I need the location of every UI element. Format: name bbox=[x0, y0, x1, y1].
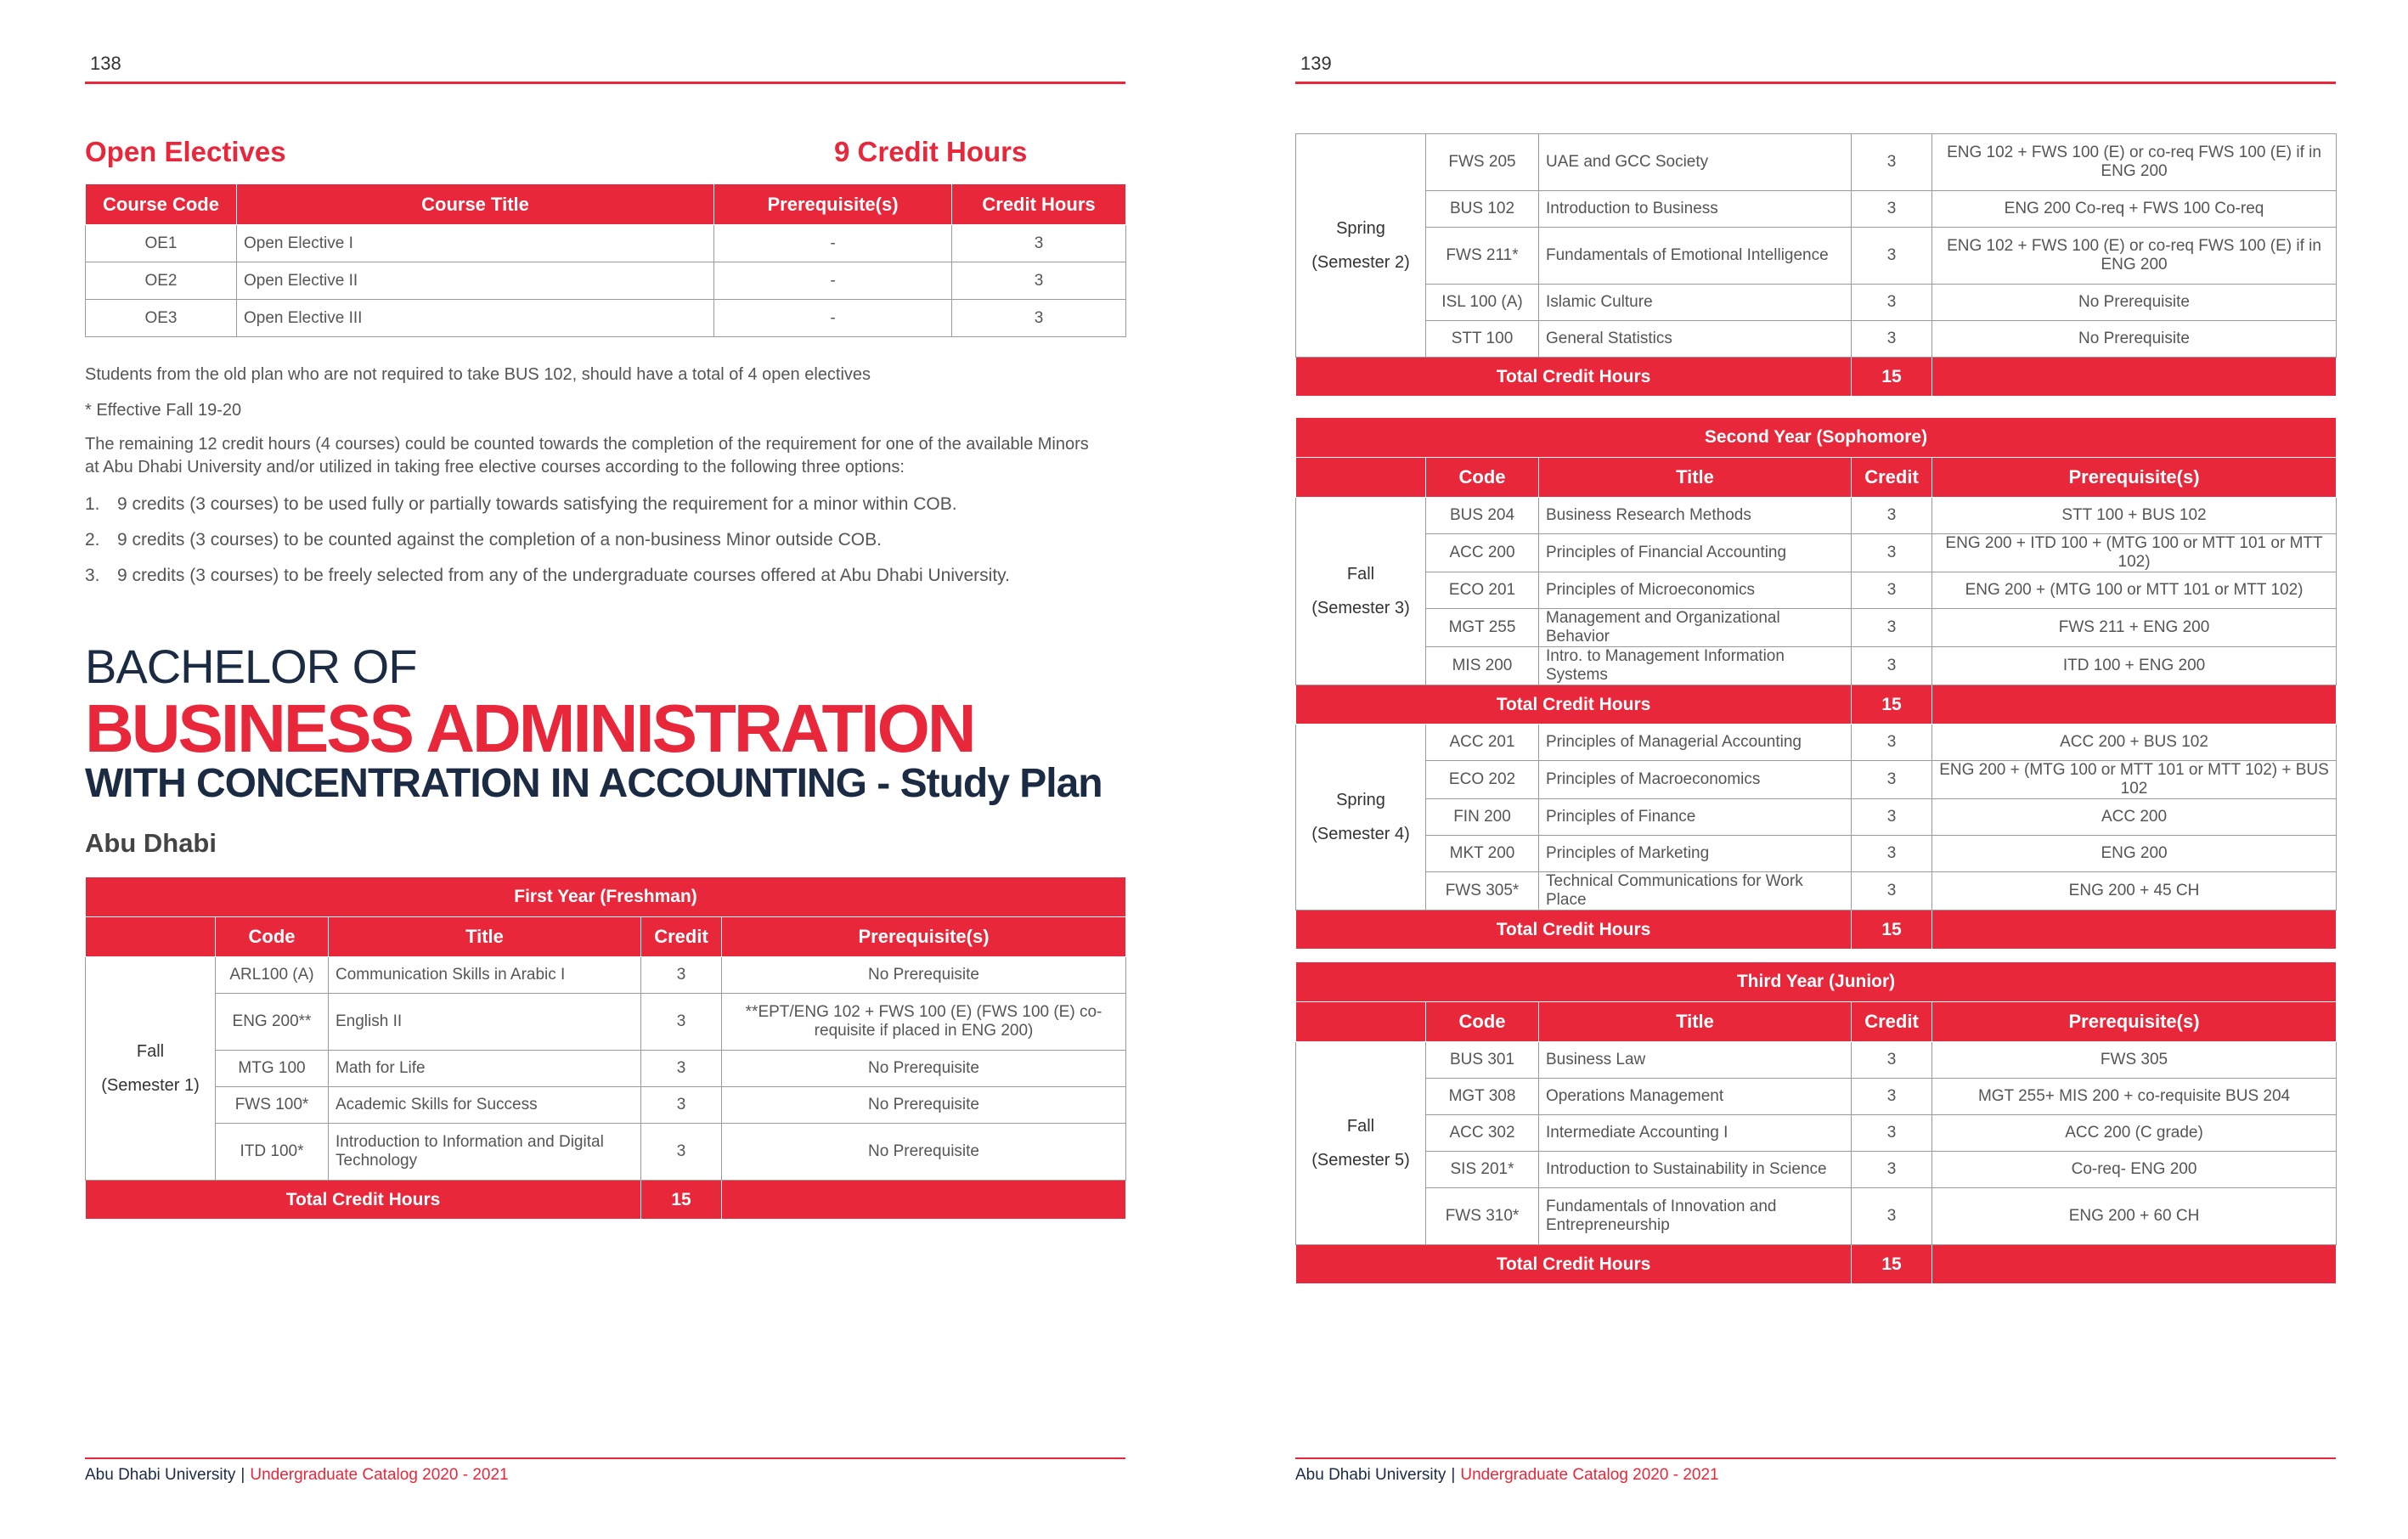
prerequisite: No Prerequisite bbox=[722, 1087, 1126, 1124]
credit: 3 bbox=[1852, 228, 1932, 285]
footer bbox=[1295, 1466, 1719, 1485]
footer bbox=[85, 1466, 509, 1485]
table-header-row bbox=[86, 917, 1126, 957]
semester-cell bbox=[1296, 498, 1426, 685]
year-banner: Second Year (Sophomore) bbox=[1296, 418, 2337, 458]
course-code: FIN 200 bbox=[1426, 799, 1539, 836]
open-electives-table bbox=[85, 183, 1126, 337]
course-title: Business Law bbox=[1539, 1042, 1852, 1079]
course-code: SIS 201* bbox=[1426, 1152, 1539, 1188]
credit: 3 bbox=[1852, 836, 1932, 872]
course-title: Fundamentals of Innovation and Entrepreneurship bbox=[1539, 1188, 1852, 1245]
course-code: BUS 301 bbox=[1426, 1042, 1539, 1079]
table-row bbox=[1296, 134, 2337, 191]
credit: 3 bbox=[1852, 1152, 1932, 1188]
total-value: 15 bbox=[1852, 910, 1932, 950]
table-banner-row bbox=[86, 877, 1126, 917]
footer-catalog: Undergraduate Catalog 2020 - 2021 bbox=[1460, 1466, 1719, 1484]
total-blank bbox=[1932, 1245, 2337, 1284]
credit: 3 bbox=[1852, 321, 1932, 358]
course-code: MKT 200 bbox=[1426, 836, 1539, 872]
heading-location: Abu Dhabi bbox=[85, 828, 217, 858]
spring-semester-2-table bbox=[1295, 133, 2337, 397]
course-code: ISL 100 (A) bbox=[1426, 285, 1539, 321]
table-header-row bbox=[1296, 1002, 2337, 1042]
column-header-blank bbox=[1296, 1002, 1426, 1042]
note-old-plan: Students from the old plan who are not required to take BUS 102, should have a total of 4 open electives bbox=[85, 365, 871, 384]
list-number: 3. bbox=[85, 566, 100, 585]
list-number: 2. bbox=[85, 530, 100, 550]
heading-concentration: WITH CONCENTRATION IN ACCOUNTING - Study Plan bbox=[85, 761, 1102, 806]
total-value: 15 bbox=[1852, 1245, 1932, 1284]
course-code: ECO 202 bbox=[1426, 761, 1539, 799]
total-label: Total Credit Hours bbox=[1296, 685, 1852, 724]
total-value: 15 bbox=[641, 1181, 722, 1220]
total-label: Total Credit Hours bbox=[1296, 1245, 1852, 1284]
semester-sub: (Semester 4) bbox=[1311, 825, 1410, 843]
course-title: Introduction to Sustainability in Science bbox=[1539, 1152, 1852, 1188]
table-row bbox=[1296, 836, 2337, 872]
page-number: 139 bbox=[1300, 53, 1332, 74]
column-header: Course Code bbox=[86, 184, 237, 225]
table-row bbox=[86, 994, 1126, 1051]
table-row bbox=[1296, 799, 2337, 836]
credit: 3 bbox=[641, 1087, 722, 1124]
table-header-row bbox=[86, 184, 1126, 225]
course-code: ECO 201 bbox=[1426, 572, 1539, 609]
table-row bbox=[1296, 647, 2337, 685]
column-header: Title bbox=[329, 917, 641, 957]
heading-bachelor: BACHELOR OF bbox=[85, 640, 417, 693]
total-blank bbox=[1932, 685, 2337, 724]
course-code: STT 100 bbox=[1426, 321, 1539, 358]
prerequisite: ENG 200 + (MTG 100 or MTT 101 or MTT 102) + BUS 102 bbox=[1932, 761, 2337, 799]
credit: 3 bbox=[1852, 285, 1932, 321]
table-row bbox=[86, 1124, 1126, 1181]
course-code: ITD 100* bbox=[216, 1124, 329, 1181]
table-banner-row bbox=[1296, 962, 2337, 1002]
header-rule bbox=[85, 82, 1125, 84]
table-row bbox=[1296, 1115, 2337, 1152]
table-header-row bbox=[1296, 458, 2337, 498]
course-code: BUS 204 bbox=[1426, 498, 1539, 534]
course-title: Intermediate Accounting I bbox=[1539, 1115, 1852, 1152]
course-title: English II bbox=[329, 994, 641, 1051]
table-row bbox=[86, 957, 1126, 994]
course-title: Business Research Methods bbox=[1539, 498, 1852, 534]
table-row bbox=[1296, 498, 2337, 534]
note-remaining-credits: The remaining 12 credit hours (4 courses) could be counted towards the completion of the requirement for one of the available Minors at Abu Dhabi University and/or utilized in taking free elective courses according to the following three options: bbox=[85, 435, 1089, 476]
course-code: OE3 bbox=[86, 300, 237, 337]
column-header: Course Title bbox=[237, 184, 714, 225]
table-row bbox=[1296, 534, 2337, 572]
total-row bbox=[86, 1181, 1126, 1220]
footer-separator: | bbox=[240, 1466, 245, 1484]
prerequisite: No Prerequisite bbox=[722, 1051, 1126, 1087]
right-page bbox=[1295, 0, 2340, 1539]
table-row bbox=[1296, 228, 2337, 285]
prerequisite: - bbox=[714, 225, 952, 262]
column-header: Code bbox=[1426, 458, 1539, 498]
column-header: Credit bbox=[1852, 458, 1932, 498]
credit: 3 bbox=[641, 994, 722, 1051]
course-code: FWS 205 bbox=[1426, 134, 1539, 191]
credit: 3 bbox=[1852, 647, 1932, 685]
course-title: Open Elective III bbox=[237, 300, 714, 337]
course-title: Principles of Microeconomics bbox=[1539, 572, 1852, 609]
column-header: Code bbox=[216, 917, 329, 957]
course-code: OE1 bbox=[86, 225, 237, 262]
prerequisite: ENG 102 + FWS 100 (E) or co-req FWS 100 (E) if in ENG 200 bbox=[1932, 134, 2337, 191]
total-label: Total Credit Hours bbox=[1296, 358, 1852, 397]
semester-label: Spring bbox=[1336, 791, 1385, 809]
prerequisite: STT 100 + BUS 102 bbox=[1932, 498, 2337, 534]
course-code: BUS 102 bbox=[1426, 191, 1539, 228]
footer-university: Abu Dhabi University bbox=[1295, 1466, 1446, 1484]
semester-label: Fall bbox=[1346, 565, 1375, 583]
credit: 3 bbox=[1852, 534, 1932, 572]
course-title: Islamic Culture bbox=[1539, 285, 1852, 321]
semester-sub: (Semester 5) bbox=[1311, 1151, 1410, 1170]
column-header: Title bbox=[1539, 1002, 1852, 1042]
total-blank bbox=[1932, 910, 2337, 950]
course-title: General Statistics bbox=[1539, 321, 1852, 358]
footer-catalog: Undergraduate Catalog 2020 - 2021 bbox=[250, 1466, 509, 1484]
prerequisite: ACC 200 + BUS 102 bbox=[1932, 724, 2337, 761]
prerequisite: No Prerequisite bbox=[1932, 285, 2337, 321]
total-value: 15 bbox=[1852, 358, 1932, 397]
table-row bbox=[1296, 1152, 2337, 1188]
total-label: Total Credit Hours bbox=[1296, 910, 1852, 950]
course-title: Intro. to Management Information Systems bbox=[1539, 647, 1852, 685]
list-text: 9 credits (3 courses) to be freely selected from any of the undergraduate courses offered at Abu Dhabi University. bbox=[117, 566, 1010, 585]
course-title: Principles of Marketing bbox=[1539, 836, 1852, 872]
table-row bbox=[1296, 872, 2337, 910]
prerequisite: ENG 200 + 60 CH bbox=[1932, 1188, 2337, 1245]
course-code: MTG 100 bbox=[216, 1051, 329, 1087]
table-row bbox=[1296, 321, 2337, 358]
prerequisite: **EPT/ENG 102 + FWS 100 (E) (FWS 100 (E) co-requisite if placed in ENG 200) bbox=[722, 994, 1126, 1051]
course-code: MGT 308 bbox=[1426, 1079, 1539, 1115]
course-code: ACC 201 bbox=[1426, 724, 1539, 761]
column-header: Credit bbox=[641, 917, 722, 957]
prerequisite: No Prerequisite bbox=[722, 1124, 1126, 1181]
prerequisite: ENG 102 + FWS 100 (E) or co-req FWS 100 (E) if in ENG 200 bbox=[1932, 228, 2337, 285]
prerequisite: FWS 305 bbox=[1932, 1042, 2337, 1079]
course-title: Management and Organizational Behavior bbox=[1539, 609, 1852, 647]
note-effective: * Effective Fall 19-20 bbox=[85, 401, 242, 420]
total-blank bbox=[722, 1181, 1126, 1220]
credit: 3 bbox=[641, 1051, 722, 1087]
year-banner: First Year (Freshman) bbox=[86, 877, 1126, 917]
list-number: 1. bbox=[85, 494, 100, 514]
semester-sub: (Semester 2) bbox=[1311, 253, 1410, 272]
prerequisite: - bbox=[714, 300, 952, 337]
table-row bbox=[86, 225, 1126, 262]
course-code: FWS 211* bbox=[1426, 228, 1539, 285]
prerequisite: ENG 200 Co-req + FWS 100 Co-req bbox=[1932, 191, 2337, 228]
course-code: FWS 305* bbox=[1426, 872, 1539, 910]
prerequisite: No Prerequisite bbox=[722, 957, 1126, 994]
credit: 3 bbox=[1852, 498, 1932, 534]
total-blank bbox=[1932, 358, 2337, 397]
semester-sub: (Semester 3) bbox=[1311, 599, 1410, 617]
prerequisite: ENG 200 + (MTG 100 or MTT 101 or MTT 102) bbox=[1932, 572, 2337, 609]
left-page bbox=[85, 0, 1130, 1539]
course-code: MGT 255 bbox=[1426, 609, 1539, 647]
total-row bbox=[1296, 1245, 2337, 1284]
open-electives-title: Open Electives bbox=[85, 136, 286, 167]
footer-separator: | bbox=[1451, 1466, 1456, 1484]
semester-cell bbox=[1296, 134, 1426, 358]
semester-label: Spring bbox=[1336, 219, 1385, 238]
semester-label: Fall bbox=[136, 1042, 165, 1061]
column-header: Code bbox=[1426, 1002, 1539, 1042]
table-row bbox=[1296, 1042, 2337, 1079]
semester-sub: (Semester 1) bbox=[101, 1076, 200, 1095]
course-title: Principles of Financial Accounting bbox=[1539, 534, 1852, 572]
total-label: Total Credit Hours bbox=[86, 1181, 641, 1220]
credit-hours: 3 bbox=[952, 262, 1126, 300]
credit: 3 bbox=[1852, 799, 1932, 836]
course-title: Principles of Finance bbox=[1539, 799, 1852, 836]
column-header: Prerequisite(s) bbox=[722, 917, 1126, 957]
course-title: Operations Management bbox=[1539, 1079, 1852, 1115]
course-title: Math for Life bbox=[329, 1051, 641, 1087]
course-code: ACC 200 bbox=[1426, 534, 1539, 572]
heading-business-administration: BUSINESS ADMINISTRATION bbox=[85, 691, 974, 766]
column-header: Title bbox=[1539, 458, 1852, 498]
course-title: Fundamentals of Emotional Intelligence bbox=[1539, 228, 1852, 285]
column-header: Prerequisite(s) bbox=[714, 184, 952, 225]
course-title: Open Elective II bbox=[237, 262, 714, 300]
credit: 3 bbox=[1852, 609, 1932, 647]
course-code: ARL100 (A) bbox=[216, 957, 329, 994]
semester-label: Fall bbox=[1346, 1117, 1375, 1136]
semester-cell bbox=[1296, 1042, 1426, 1245]
table-row bbox=[1296, 191, 2337, 228]
table-row bbox=[1296, 761, 2337, 799]
prerequisite: FWS 211 + ENG 200 bbox=[1932, 609, 2337, 647]
page-number: 138 bbox=[90, 53, 121, 74]
course-code: ENG 200** bbox=[216, 994, 329, 1051]
prerequisite: ENG 200 + 45 CH bbox=[1932, 872, 2337, 910]
column-header: Prerequisite(s) bbox=[1932, 458, 2337, 498]
credit: 3 bbox=[641, 957, 722, 994]
credit-hours: 3 bbox=[952, 300, 1126, 337]
table-row bbox=[86, 1051, 1126, 1087]
course-code: ACC 302 bbox=[1426, 1115, 1539, 1152]
course-title: Academic Skills for Success bbox=[329, 1087, 641, 1124]
open-electives-hours: 9 Credit Hours bbox=[834, 136, 1028, 167]
list-item bbox=[85, 530, 882, 550]
column-header-blank bbox=[1296, 458, 1426, 498]
prerequisite: ACC 200 (C grade) bbox=[1932, 1115, 2337, 1152]
footer-rule bbox=[1295, 1457, 2336, 1459]
table-row bbox=[86, 300, 1126, 337]
table-row bbox=[1296, 1079, 2337, 1115]
course-code: FWS 310* bbox=[1426, 1188, 1539, 1245]
prerequisite: ACC 200 bbox=[1932, 799, 2337, 836]
credit: 3 bbox=[1852, 724, 1932, 761]
prerequisite: ITD 100 + ENG 200 bbox=[1932, 647, 2337, 685]
total-row bbox=[1296, 910, 2337, 950]
credit: 3 bbox=[1852, 1042, 1932, 1079]
prerequisite: Co-req- ENG 200 bbox=[1932, 1152, 2337, 1188]
course-title: UAE and GCC Society bbox=[1539, 134, 1852, 191]
credit: 3 bbox=[1852, 134, 1932, 191]
credit: 3 bbox=[1852, 872, 1932, 910]
prerequisite: MGT 255+ MIS 200 + co-requisite BUS 204 bbox=[1932, 1079, 2337, 1115]
table-row bbox=[1296, 572, 2337, 609]
course-title: Introduction to Information and Digital Technology bbox=[329, 1124, 641, 1181]
year-banner: Third Year (Junior) bbox=[1296, 962, 2337, 1002]
course-code: MIS 200 bbox=[1426, 647, 1539, 685]
table-row bbox=[1296, 609, 2337, 647]
semester-cell bbox=[86, 957, 216, 1181]
total-row bbox=[1296, 685, 2337, 724]
prerequisite: - bbox=[714, 262, 952, 300]
course-title: Communication Skills in Arabic I bbox=[329, 957, 641, 994]
second-year-table bbox=[1295, 417, 2337, 950]
course-code: FWS 100* bbox=[216, 1087, 329, 1124]
credit: 3 bbox=[1852, 1188, 1932, 1245]
table-row bbox=[86, 1087, 1126, 1124]
prerequisite: ENG 200 bbox=[1932, 836, 2337, 872]
table-row bbox=[1296, 1188, 2337, 1245]
list-item bbox=[85, 566, 1010, 586]
credit: 3 bbox=[1852, 1115, 1932, 1152]
credit: 3 bbox=[1852, 1079, 1932, 1115]
course-title: Principles of Macroeconomics bbox=[1539, 761, 1852, 799]
table-row bbox=[86, 262, 1126, 300]
credit-hours: 3 bbox=[952, 225, 1126, 262]
first-year-table bbox=[85, 877, 1126, 1220]
list-text: 9 credits (3 courses) to be used fully or partially towards satisfying the requirement for a minor within COB. bbox=[117, 494, 957, 514]
prerequisite: ENG 200 + ITD 100 + (MTG 100 or MTT 101 or MTT 102) bbox=[1932, 534, 2337, 572]
total-row bbox=[1296, 358, 2337, 397]
credit: 3 bbox=[1852, 572, 1932, 609]
table-row bbox=[1296, 724, 2337, 761]
semester-cell bbox=[1296, 724, 1426, 910]
footer-university: Abu Dhabi University bbox=[85, 1466, 236, 1484]
course-title: Principles of Managerial Accounting bbox=[1539, 724, 1852, 761]
credit: 3 bbox=[641, 1124, 722, 1181]
third-year-table bbox=[1295, 961, 2337, 1284]
column-header: Prerequisite(s) bbox=[1932, 1002, 2337, 1042]
column-header: Credit Hours bbox=[952, 184, 1126, 225]
prerequisite: No Prerequisite bbox=[1932, 321, 2337, 358]
course-code: OE2 bbox=[86, 262, 237, 300]
header-rule bbox=[1295, 82, 2336, 84]
total-value: 15 bbox=[1852, 685, 1932, 724]
footer-rule bbox=[85, 1457, 1125, 1459]
credit: 3 bbox=[1852, 191, 1932, 228]
course-title: Technical Communications for Work Place bbox=[1539, 872, 1852, 910]
course-title: Introduction to Business bbox=[1539, 191, 1852, 228]
table-banner-row bbox=[1296, 418, 2337, 458]
list-item bbox=[85, 494, 957, 515]
table-row bbox=[1296, 285, 2337, 321]
column-header-blank bbox=[86, 917, 216, 957]
column-header: Credit bbox=[1852, 1002, 1932, 1042]
course-title: Open Elective I bbox=[237, 225, 714, 262]
list-text: 9 credits (3 courses) to be counted against the completion of a non-business Minor outside COB. bbox=[117, 530, 882, 550]
credit: 3 bbox=[1852, 761, 1932, 799]
